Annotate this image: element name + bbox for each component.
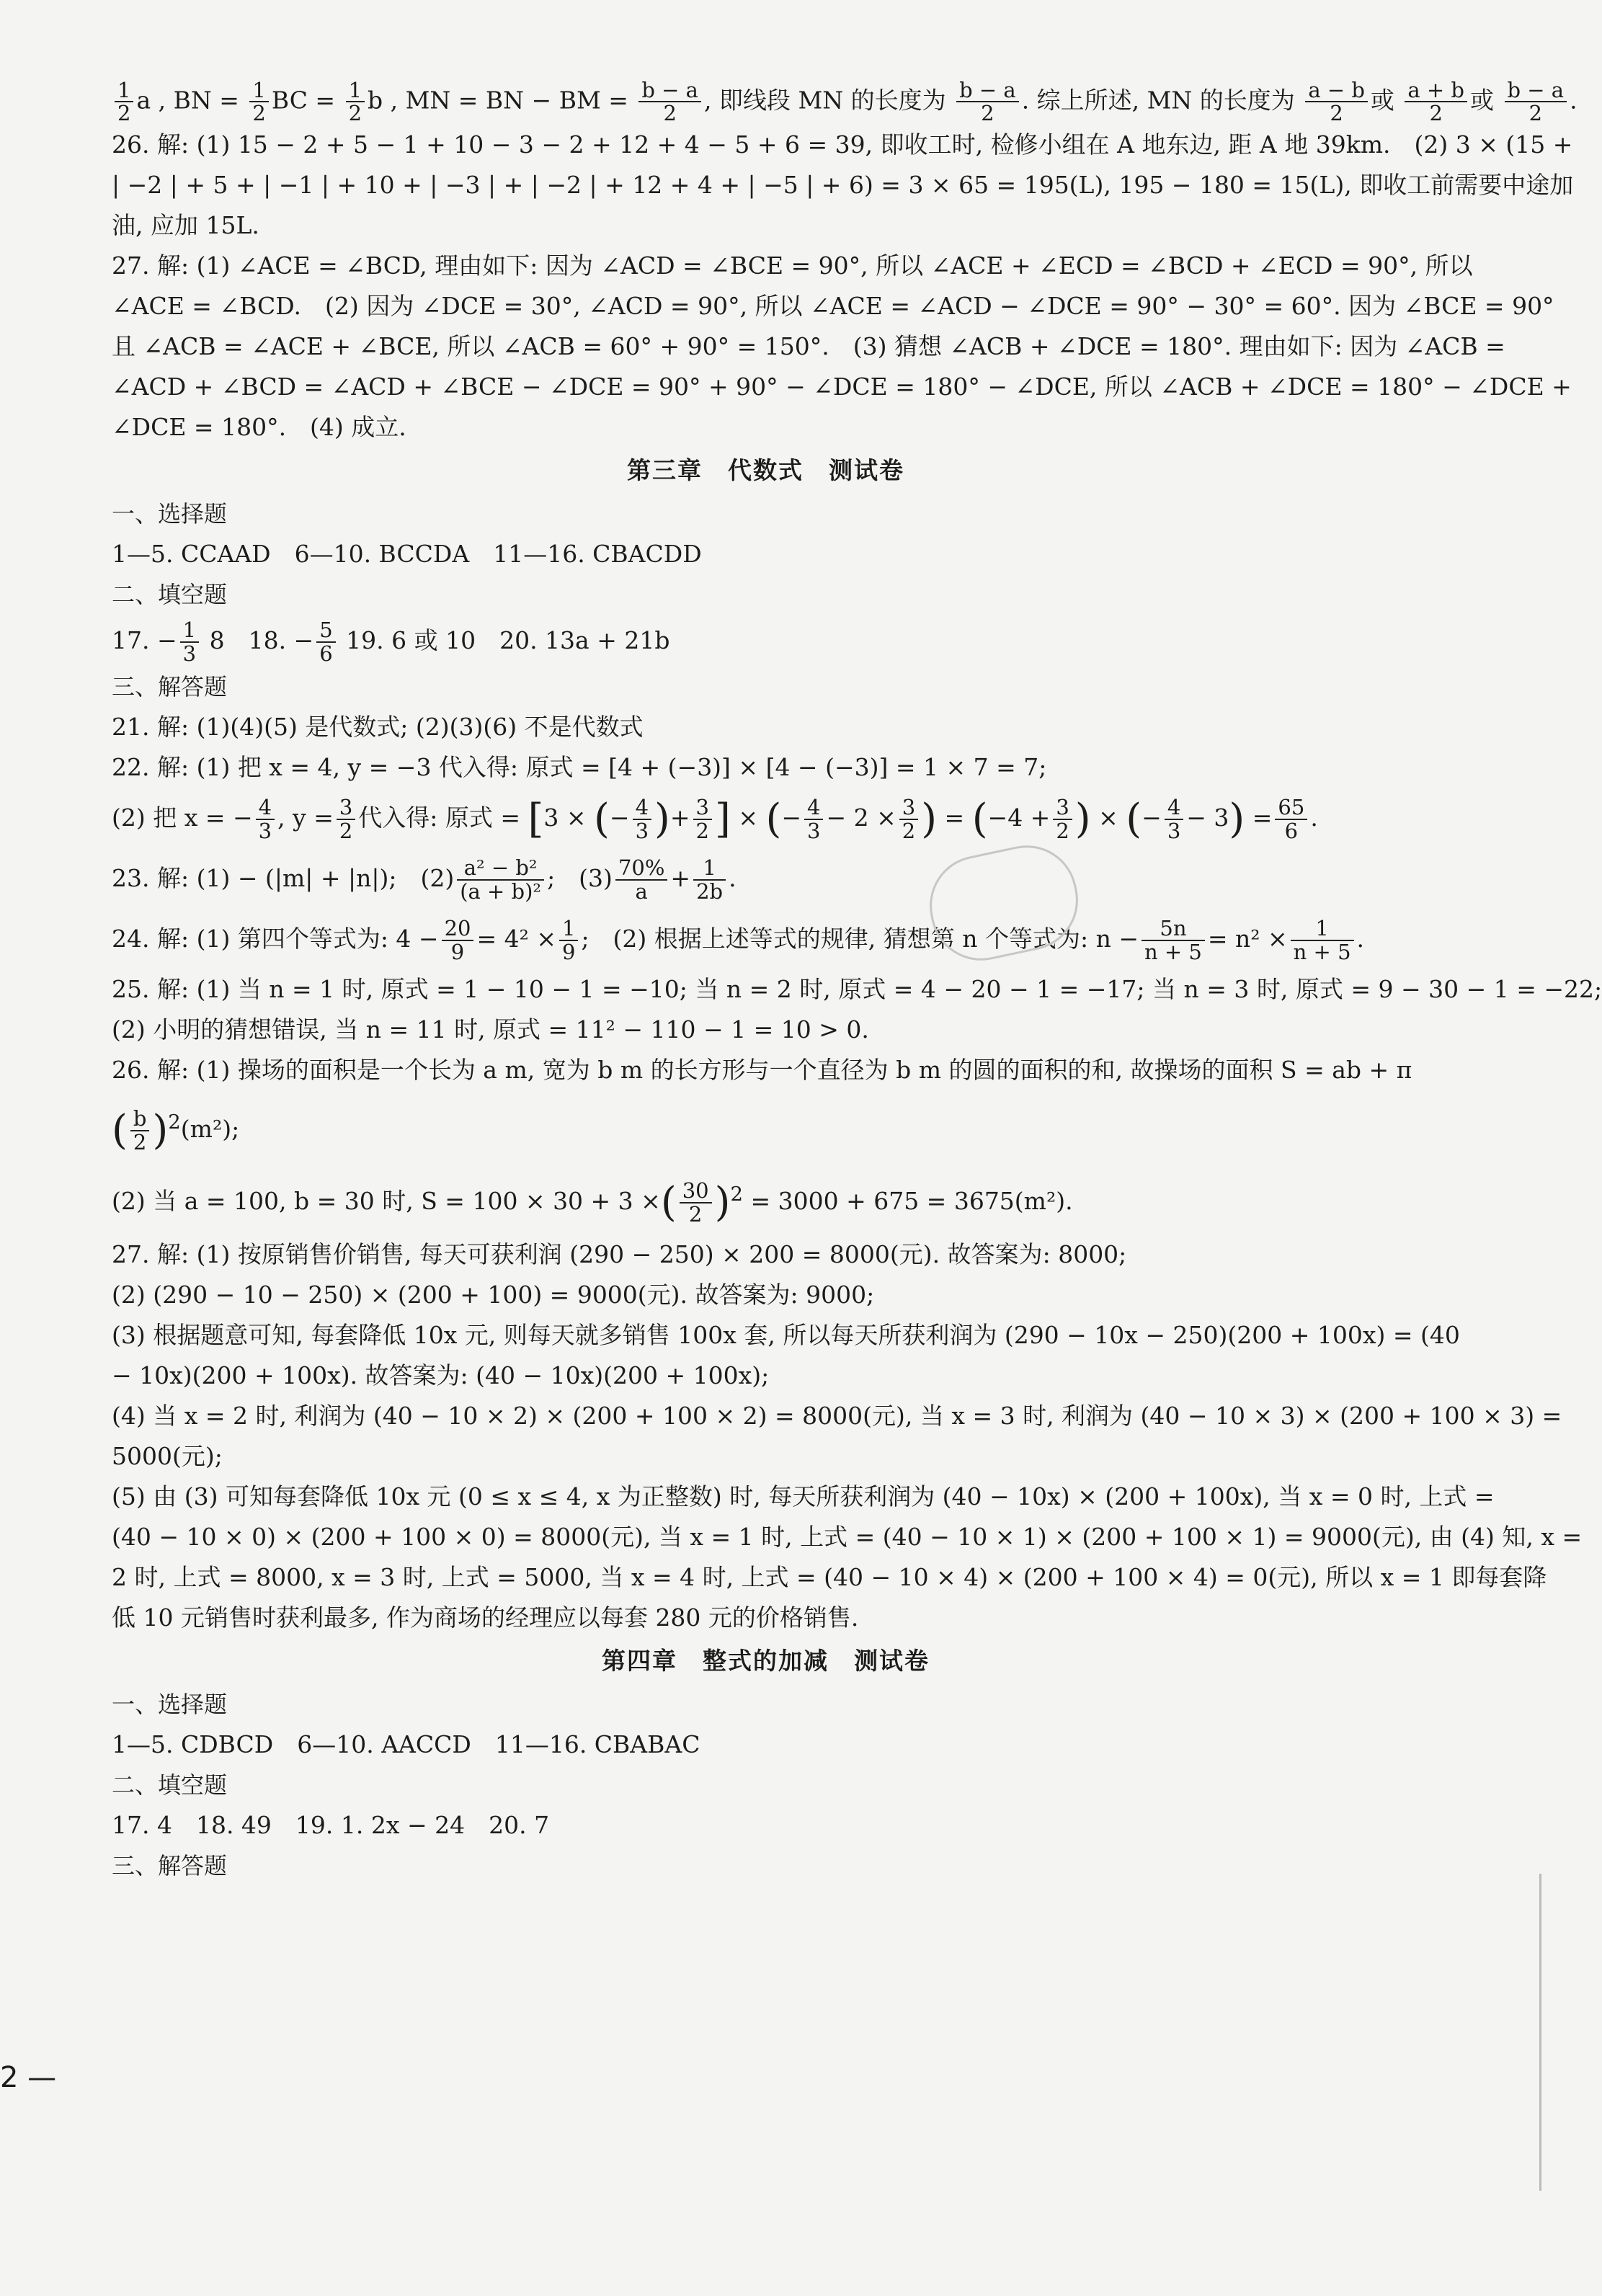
q27-line-5: ∠DCE = 180°. (4) 成立. xyxy=(112,412,406,441)
q25-line-1: 25. 解: (1) 当 n = 1 时, 原式 = 1 − 10 − 1 = −10; 当 n = 2 时, 原式 = 4 − 20 − 1 = −17; 当 n = 3 时, 原式 = 9 − 30 − 1 = −22; xyxy=(112,974,1602,1003)
fraction: $\frac{b - a}{2}$ xyxy=(1505,79,1567,125)
q26b-line-2: ( $\frac{b}{2}$ )$^2$(m²); xyxy=(112,1106,240,1154)
choice-answers: 1—5. CCAAD 6—10. BCCDA 11—16. CBACDD xyxy=(112,539,702,568)
q24-line: 24. 解: (1) 第四个等式为: 4 − $\frac{20}{9}$ = 4² × $\frac{1}{9}$ ; (2) 根据上述等式的规律, 猜想第 n 个等式为: n − $\frac{5n}{n + 5}$ = n² × $\frac{1}{n + 5}$ . xyxy=(112,916,1365,964)
q27b-line-2: (2) (290 − 10 − 250) × (200 + 100) = 9000(元). 故答案为: 9000; xyxy=(112,1280,875,1309)
chapter4-title: 第四章 整式的加减 测试卷 xyxy=(602,1646,930,1675)
fraction: $\frac{65}{6}$ xyxy=(1275,796,1307,842)
section-choice: 一、选择题 xyxy=(112,499,228,528)
q26-line-2: | −2 | + 5 + | −1 | + 10 + | −3 | + | −2 | + 12 + 4 + | −5 | + 6) = 3 × 65 = 195(L), 195 − 180 = 15(L), 即收工前需要中途加 xyxy=(112,170,1574,199)
fraction: $\frac{3}{2}$ xyxy=(337,796,355,842)
fraction: $\frac{1}{3}$ xyxy=(180,619,199,664)
q22-line-1: 22. 解: (1) 把 x = 4, y = −3 代入得: 原式 = [4 + (−3)] × [4 − (−3)] = 1 × 7 = 7; xyxy=(112,752,1047,781)
q22-line-2: (2) 把 x = − $\frac{4}{3}$ , y = $\frac{3}{2}$ 代入得: 原式 = [3 × (− $\frac{4}{3}$ )+ $\frac{3}{2}$ ] × (− $\frac{4}{3}$ − 2 × $\frac{3}{2}$ ) = (−4 + $\frac{3}{2}$ ) × (− $\frac{4}{3}$ − 3) = $\frac{65}{6}$ . xyxy=(112,795,1318,843)
fraction: $\frac{5}{6}$ xyxy=(316,619,335,664)
q27b-line-9: 2 时, 上式 = 8000, x = 3 时, 上式 = 5000, 当 x = 4 时, 上式 = (40 − 10 × 4) × (200 + 100 × 4) = 0(元), 所以 x = 1 即每套降 xyxy=(112,1562,1547,1591)
fraction: $\frac{70\%}{a}$ xyxy=(615,857,667,902)
fraction: $\frac{a - b}{2}$ xyxy=(1305,79,1368,125)
q27-line-4: ∠ACD + ∠BCD = ∠ACD + ∠BCE − ∠DCE = 90° + 90° − ∠DCE = 180° − ∠DCE, 所以 ∠ACB + ∠DCE = 180° − ∠DCE + xyxy=(112,372,1572,401)
continuation-line: $\frac{1}{2}$ a , BN = $\frac{1}{2}$ BC = $\frac{1}{2}$ b , MN = BN − BM = $\frac{b - a}{2}$ , 即线段 MN 的长度为 $\frac{b - a}{2}$ . 综上所述, MN 的长度为 $\frac{a - b}{2}$ 或 $\frac{a + b}{2}$ 或 $\frac{b - a}{2}$ . xyxy=(112,79,1420,125)
page-number: 2 — xyxy=(0,2061,57,2094)
fill-answers-4: 17. 4 18. 49 19. 1. 2x − 24 20. 7 xyxy=(112,1810,550,1839)
section-fill-4: 二、填空题 xyxy=(112,1771,228,1799)
fraction: $\frac{4}{3}$ xyxy=(633,796,651,842)
section-choice-4: 一、选择题 xyxy=(112,1690,228,1718)
q27b-line-5: (4) 当 x = 2 时, 利润为 (40 − 10 × 2) × (200 + 100 × 2) = 8000(元), 当 x = 3 时, 利润为 (40 − 10 × 3) × (200 + 100 × 3) = xyxy=(112,1401,1562,1430)
q27b-line-1: 27. 解: (1) 按原销售价销售, 每天可获利润 (290 − 250) × 200 = 8000(元). 故答案为: 8000; xyxy=(112,1240,1127,1268)
fraction: $\frac{3}{2}$ xyxy=(899,796,918,842)
q21-line: 21. 解: (1)(4)(5) 是代数式; (2)(3)(6) 不是代数式 xyxy=(112,712,644,741)
section-solve-4: 三、解答题 xyxy=(112,1851,228,1879)
section-fill: 二、填空题 xyxy=(112,580,228,608)
q26-line-3: 油, 应加 15L. xyxy=(112,210,259,239)
fraction: $\frac{4}{3}$ xyxy=(804,796,823,842)
fraction: $\frac{1}{2}$ xyxy=(115,79,133,125)
chapter3-title: 第三章 代数式 测试卷 xyxy=(627,455,904,484)
q27b-line-3: (3) 根据题意可知, 每套降低 10x 元, 则每天就多销售 100x 套, 所以每天所获利润为 (290 − 10x − 250)(200 + 100x) = (40 xyxy=(112,1320,1460,1349)
fraction: $\frac{5n}{n + 5}$ xyxy=(1142,917,1205,963)
choice-answers-4: 1—5. CDBCD 6—10. AACCD 11—16. CBABAC xyxy=(112,1730,700,1758)
q26b-line-1: 26. 解: (1) 操场的面积是一个长为 a m, 宽为 b m 的长方形与一个直径为 b m 的圆的面积的和, 故操场的面积 S = ab + π xyxy=(112,1055,1412,1084)
fill-answers: 17. − $\frac{1}{3}$ 8 18. − $\frac{5}{6}$ 19. 6 或 10 20. 13a + 21b xyxy=(112,618,670,666)
fraction: $\frac{1}{2b}$ xyxy=(693,857,726,902)
fraction: $\frac{20}{9}$ xyxy=(442,917,474,963)
fraction: $\frac{1}{9}$ xyxy=(559,917,578,963)
fraction: $\frac{b}{2}$ xyxy=(130,1108,150,1153)
q27b-line-4: − 10x)(200 + 100x). 故答案为: (40 − 10x)(200 + 100x); xyxy=(112,1361,770,1389)
fraction: $\frac{3}{2}$ xyxy=(693,796,712,842)
q26b-line-3: (2) 当 a = 100, b = 30 时, S = 100 × 30 + 3 ×( $\frac{30}{2}$ )$^2$ = 3000 + 675 = 3675(m²). xyxy=(112,1178,1073,1227)
fraction: $\frac{\text{a² − b²}}{\text{(a + b)²}}$ xyxy=(457,857,544,902)
fraction: $\frac{1}{2}$ xyxy=(346,79,365,125)
fraction: $\frac{b - a}{2}$ xyxy=(956,79,1019,125)
q23-line: 23. 解: (1) − (|m| + |n|); (2) $\frac{\text{a² − b²}}{\text{(a + b)²}}$ ; (3) $\frac{70\%}{a}$ + $\frac{1}{2b}$ . xyxy=(112,855,737,904)
q27b-line-6: 5000(元); xyxy=(112,1441,223,1470)
fraction: $\frac{1}{2}$ xyxy=(249,79,268,125)
fraction: $\frac{4}{3}$ xyxy=(1165,796,1183,842)
edge-line xyxy=(1539,1874,1541,2191)
fraction: $\frac{4}{3}$ xyxy=(256,796,275,842)
q27b-line-7: (5) 由 (3) 可知每套降低 10x 元 (0 ≤ x ≤ 4, x 为正整数) 时, 每天所获利润为 (40 − 10x) × (200 + 100x), 当 x = 0 时, 上式 = xyxy=(112,1482,1495,1510)
q27b-line-10: 低 10 元销售时获利最多, 作为商场的经理应以每套 280 元的价格销售. xyxy=(112,1603,859,1632)
fraction: $\frac{a + b}{2}$ xyxy=(1405,79,1467,125)
q27-line-1: 27. 解: (1) ∠ACE = ∠BCD, 理由如下: 因为 ∠ACD = ∠BCE = 90°, 所以 ∠ACE + ∠ECD = ∠BCD + ∠ECD = 90°, 所以 xyxy=(112,251,1473,280)
q27b-line-8: (40 − 10 × 0) × (200 + 100 × 0) = 8000(元), 当 x = 1 时, 上式 = (40 − 10 × 1) × (200 + 100 × 1) = 9000(元), 由 (4) 知, x = xyxy=(112,1522,1583,1551)
q26-line-1: 26. 解: (1) 15 − 2 + 5 − 1 + 10 − 3 − 2 + 12 + 4 − 5 + 6 = 39, 即收工时, 检修小组在 A 地东边, 距 A 地 39km. (2) 3 × (15 + xyxy=(112,130,1573,159)
content-column xyxy=(112,78,1602,1886)
fraction: $\frac{b - a}{2}$ xyxy=(638,79,701,125)
fraction: $\frac{1}{n + 5}$ xyxy=(1291,917,1354,963)
fraction: $\frac{30}{2}$ xyxy=(680,1180,712,1225)
q27-line-2: ∠ACE = ∠BCD. (2) 因为 ∠DCE = 30°, ∠ACD = 90°, 所以 ∠ACE = ∠ACD − ∠DCE = 90° − 30° = 60°. 因为 ∠BCE = 90° xyxy=(112,291,1554,320)
q25-line-2: (2) 小明的猜想错误, 当 n = 11 时, 原式 = 11² − 110 − 1 = 10 > 0. xyxy=(112,1015,869,1044)
q27-line-3: 且 ∠ACB = ∠ACE + ∠BCE, 所以 ∠ACB = 60° + 90° = 150°. (3) 猜想 ∠ACB + ∠DCE = 180°. 理由如下: 因为 ∠ACB = xyxy=(112,332,1505,360)
section-solve: 三、解答题 xyxy=(112,672,228,700)
fraction: $\frac{3}{2}$ xyxy=(1053,796,1072,842)
